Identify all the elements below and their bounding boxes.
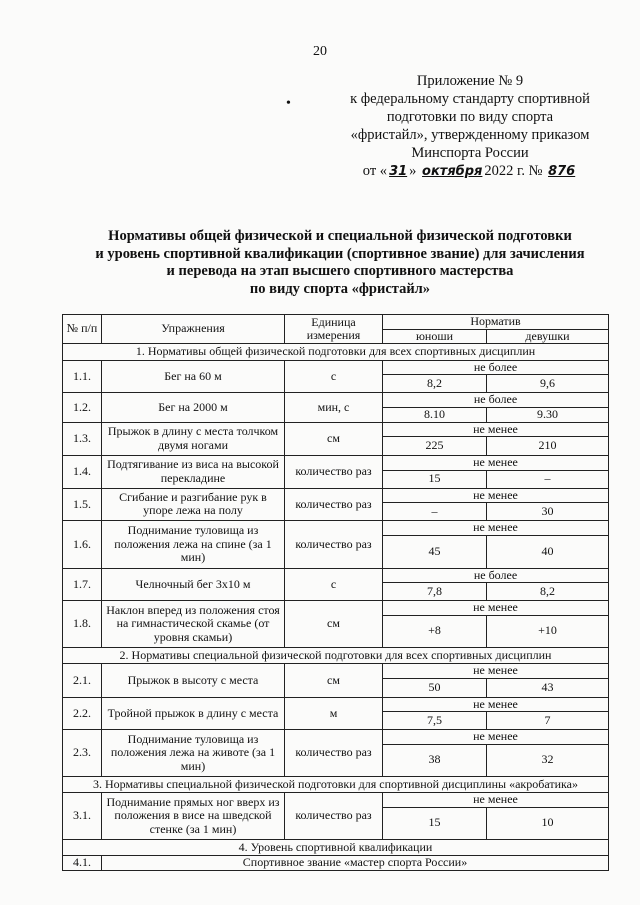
date-mid: » (409, 163, 417, 179)
value-boys: 15 (383, 807, 487, 839)
row-number: 1.4. (63, 456, 102, 489)
appendix-line: подготовки по виду спорта (386, 109, 554, 125)
exercise-name: Прыжок в длину с места толчком двумя ногами (102, 422, 285, 456)
handwritten-number: 876 (548, 164, 576, 179)
header-girls: девушки (487, 329, 609, 344)
value-girls: 10 (487, 807, 609, 839)
exercise-name: Подтягивание из виса на высокой перекладине (102, 456, 285, 489)
value-boys: 45 (383, 535, 487, 568)
row-number: 1.6. (63, 521, 102, 569)
table-row (63, 730, 609, 745)
comparison: не менее (383, 664, 609, 679)
table-body (63, 344, 609, 871)
value-boys: 15 (383, 470, 487, 488)
row-number: 2.3. (63, 730, 102, 777)
comparison: не менее (383, 601, 609, 616)
value-girls: 32 (487, 744, 609, 776)
value-girls: 40 (487, 535, 609, 568)
row-number: 1.1. (63, 360, 102, 393)
value-girls: 9.30 (487, 407, 609, 422)
table-row (63, 856, 609, 871)
header-unit: Единица измерения (285, 315, 383, 344)
section-title: 2. Нормативы специальной физической подготовки для всех спортивных дисциплин (63, 647, 609, 664)
table-row (63, 601, 609, 616)
appendix-block (330, 72, 610, 181)
value-boys: 50 (383, 678, 487, 697)
exercise-name: Прыжок в высоту с места (102, 664, 285, 698)
unit: количество раз (285, 488, 383, 521)
comparison: не более (383, 568, 609, 583)
unit: м (285, 697, 383, 730)
appendix-line: Минспорта России (411, 145, 529, 161)
section-row (63, 839, 609, 856)
title-line: и уровень спортивной квалификации (спортивное звание) для зачисления (95, 245, 585, 262)
section-title: 3. Нормативы специальной физической подготовки для спортивной дисциплины «акробатика» (63, 776, 609, 793)
comparison: не менее (383, 488, 609, 503)
table-row (63, 793, 609, 808)
row-number: 4.1. (63, 856, 102, 871)
header-boys: юноши (383, 329, 487, 344)
row-number: 3.1. (63, 793, 102, 840)
unit: с (285, 568, 383, 601)
stray-dot: • (286, 96, 291, 111)
exercise-name: Поднимание прямых ног вверх из положения в висе на шведской стенке (за 1 мин) (102, 793, 285, 840)
exercise-name: Бег на 60 м (102, 360, 285, 393)
value-boys: 7,5 (383, 712, 487, 730)
table-row (63, 568, 609, 583)
table-row (63, 456, 609, 471)
value-girls: 8,2 (487, 583, 609, 601)
value-girls: – (487, 470, 609, 488)
page-number: 20 (313, 44, 327, 59)
row-number: 2.1. (63, 664, 102, 698)
value-girls: 7 (487, 712, 609, 730)
exercise-name: Наклон вперед из положения стоя на гимнастической скамье (от уровня скамьи) (102, 601, 285, 648)
row-number: 1.2. (63, 393, 102, 423)
handwritten-day: 31 (389, 164, 408, 179)
comparison: не менее (383, 422, 609, 437)
title-line: и перевода на этап высшего спортивного мастерства (166, 263, 514, 279)
comparison: не менее (383, 697, 609, 712)
table-row (63, 393, 609, 408)
section-title: 1. Нормативы общей физической подготовки для всех спортивных дисциплин (63, 344, 609, 361)
value-boys: 225 (383, 437, 487, 456)
title-line: по виду спорта «фристайл» (249, 280, 431, 297)
comparison: не менее (383, 793, 609, 808)
qualification-title: Спортивное звание «мастер спорта России» (102, 856, 609, 871)
value-girls: 210 (487, 437, 609, 456)
unit: количество раз (285, 730, 383, 777)
header-exercise: Упражнения (102, 315, 285, 344)
value-girls: 30 (487, 503, 609, 521)
row-number: 1.7. (63, 568, 102, 601)
header-norm: Норматив (383, 315, 609, 330)
table-row (63, 664, 609, 679)
handwritten-month: октября (422, 164, 483, 179)
appendix-line: «фристайл», утвержденному приказом (350, 127, 590, 143)
value-boys: 7,8 (383, 583, 487, 601)
row-number: 2.2. (63, 697, 102, 730)
unit: см (285, 664, 383, 698)
table-row (63, 521, 609, 536)
value-girls: +10 (487, 615, 609, 647)
comparison: не более (383, 360, 609, 375)
appendix-line: к федеральному стандарту спортивной (350, 91, 590, 107)
comparison: не менее (383, 456, 609, 471)
exercise-name: Поднимание туловища из положения лежа на спине (за 1 мин) (102, 521, 285, 569)
unit: количество раз (285, 521, 383, 569)
table-row (63, 422, 609, 437)
date-prefix: от « (362, 163, 388, 179)
header-num: № п/п (63, 315, 102, 344)
document-title (60, 228, 620, 298)
appendix-title: Приложение № 9 (416, 73, 524, 89)
row-number: 1.5. (63, 488, 102, 521)
comparison: не менее (383, 730, 609, 745)
value-boys: 8,2 (383, 375, 487, 393)
table-row (63, 360, 609, 375)
unit: количество раз (285, 793, 383, 840)
value-boys: 8.10 (383, 407, 487, 422)
row-number: 1.3. (63, 422, 102, 456)
section-row (63, 647, 609, 664)
unit: см (285, 601, 383, 648)
exercise-name: Сгибание и разгибание рук в упоре лежа на полу (102, 488, 285, 521)
value-boys: – (383, 503, 487, 521)
section-row (63, 776, 609, 793)
section-row (63, 344, 609, 361)
value-boys: +8 (383, 615, 487, 647)
exercise-name: Челночный бег 3x10 м (102, 568, 285, 601)
table-row (63, 488, 609, 503)
exercise-name: Тройной прыжок в длину с места (102, 697, 285, 730)
section-title: 4. Уровень спортивной квалификации (63, 839, 609, 856)
comparison: не менее (383, 521, 609, 536)
unit: количество раз (285, 456, 383, 489)
exercise-name: Поднимание туловища из положения лежа на животе (за 1 мин) (102, 730, 285, 777)
unit: с (285, 360, 383, 393)
date-year: 2022 г. № (484, 163, 543, 179)
norms-table (62, 314, 609, 871)
value-girls: 9,6 (487, 375, 609, 393)
appendix-date (330, 162, 610, 181)
row-number: 1.8. (63, 601, 102, 648)
unit: мин, с (285, 393, 383, 423)
unit: см (285, 422, 383, 456)
value-girls: 43 (487, 678, 609, 697)
exercise-name: Бег на 2000 м (102, 393, 285, 423)
comparison: не более (383, 393, 609, 408)
value-boys: 38 (383, 744, 487, 776)
table-row (63, 697, 609, 712)
title-line: Нормативы общей физической и специальной физической подготовки (108, 228, 572, 244)
